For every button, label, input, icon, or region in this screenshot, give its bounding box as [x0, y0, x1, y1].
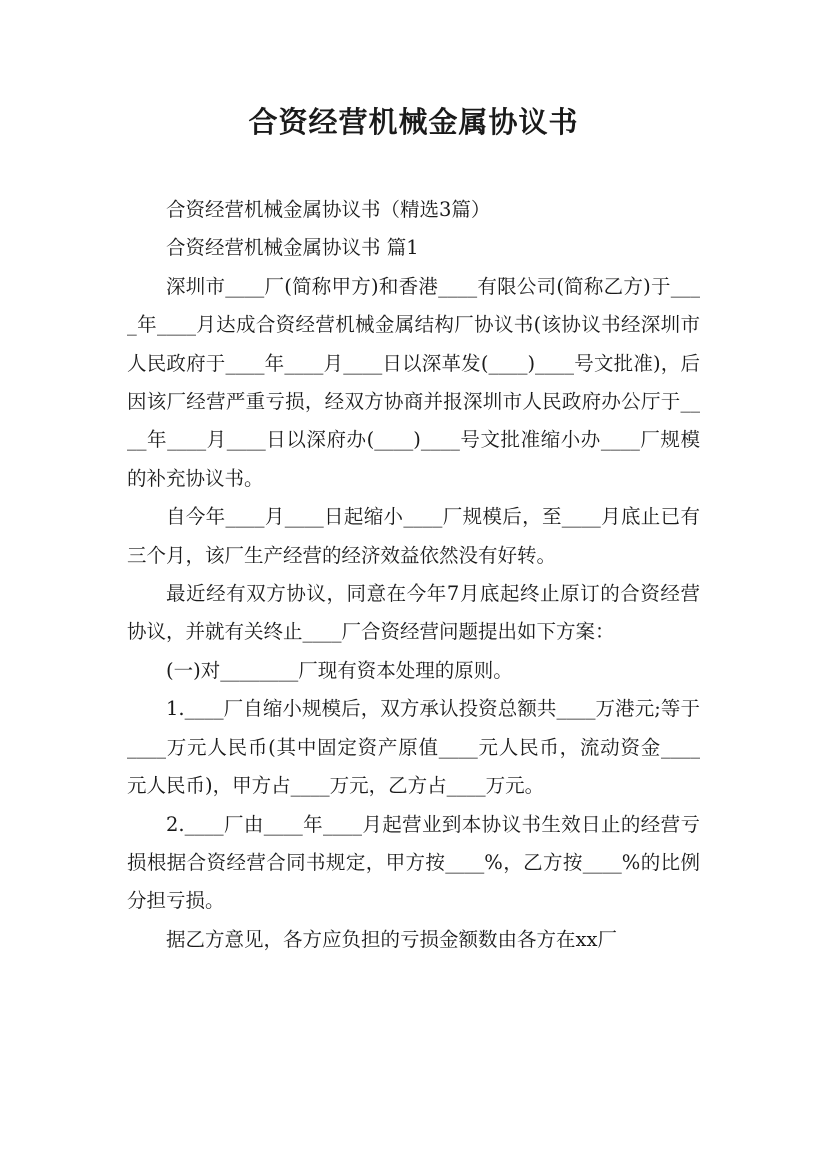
paragraph-agreement: 最近经有双方协议，同意在今年7月底起终止原订的合资经营协议，并就有关终止____厂合资经营问题提出如下方案：: [127, 582, 700, 644]
paragraph-status: 自今年____月____日起缩小____厂规模后，至____月底止已有三个月，该厂生产经营的经济效益依然没有好转。: [127, 505, 700, 567]
clause-heading-capital: (一)对________厂现有资本处理的原则。: [166, 658, 513, 682]
document-title: 合资经营机械金属协议书: [248, 105, 579, 139]
clause-item-1: 1.____厂自缩小规模后，双方承认投资总额共____万港元;等于____万元人民币(其中固定资产原值____元人民币，流动资金____元人民币)，甲方占____万元，乙方占____万元。: [127, 697, 700, 798]
paragraph-loss-allocation: 据乙方意见，各方应负担的亏损金额数由各方在xx厂: [166, 927, 617, 951]
paragraph-background: 深圳市____厂(简称甲方)和香港____有限公司(简称乙方)于____年____月达成合资经营机械金属结构厂协议书(该协议书经深圳市人民政府于____年____月____日以深革发(____)____号文批准)，后因该厂经营严重亏损，经双方协商并报深圳市人民政府办公厅于____年____月____日以深府办(____)____号文批准缩小办____厂规模的补充协议书。: [127, 274, 700, 490]
document-body: [127, 191, 700, 959]
section-heading: 合资经营机械金属协议书 篇1: [166, 236, 419, 260]
clause-item-2: 2.____厂由____年____月起营业到本协议书生效日止的经营亏损根据合资经营合同书规定，甲方按____%，乙方按____%的比例分担亏损。: [127, 812, 700, 913]
subtitle-line: 合资经营机械金属协议书（精选3篇）: [166, 198, 491, 221]
